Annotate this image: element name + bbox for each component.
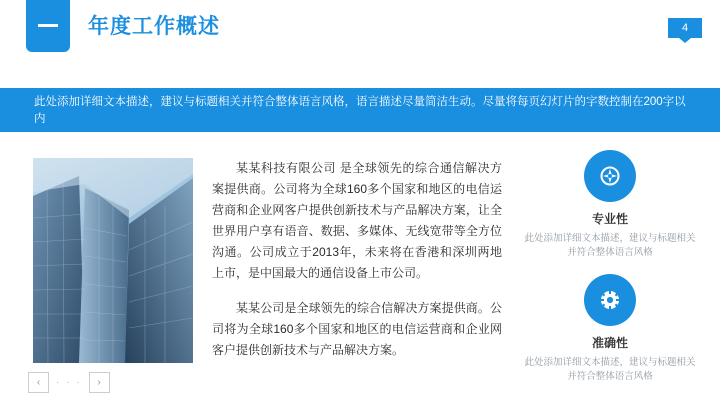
feature-list — [512, 150, 708, 398]
paragraph-2: 某某公司是全球领先的综合信解决方案提供商。公司将为全球160多个国家和地区的电信运营商和企业网客户提供创新技术与产品解决方案。 — [212, 301, 502, 357]
minus-icon — [26, 0, 70, 52]
feature-title: 专业性 — [591, 212, 628, 226]
paragraph-1: 某某科技有限公司 是全球领先的综合通信解决方案提供商。公司将为全球160多个国家和地区的电信运营商和企业网客户提供创新技术与产品解决方案，让全世界用户享有语音、数据、多媒体、无线宽带等全方位沟通。公司成立于2013年，未来将在香港和深圳两地上市，是中国最大的通信设备上市公司。 — [212, 161, 502, 280]
summary-banner: 此处添加详细文本描述，建议与标题相关并符合整体语言风格，语言描述尽量简洁生动。尽量将每页幻灯片的字数控制在200字以内 — [0, 88, 720, 132]
feature-title: 准确性 — [591, 336, 628, 350]
pager-next-button[interactable]: › — [89, 372, 110, 393]
pager — [28, 372, 110, 393]
feature-item-professional — [512, 150, 708, 260]
compass-icon — [584, 150, 636, 202]
city-photo — [33, 158, 193, 363]
page-number-badge: 4 — [668, 18, 702, 38]
pager-prev-button[interactable]: ‹ — [28, 372, 49, 393]
feature-desc: 此处添加详细文本描述，建议与标题相关并符合整体语言风格 — [524, 357, 696, 382]
page-title: 年度工作概述 — [88, 15, 220, 38]
feature-desc: 此处添加详细文本描述，建议与标题相关并符合整体语言风格 — [524, 233, 696, 258]
slide-header — [0, 0, 720, 62]
feature-item-accuracy — [512, 274, 708, 384]
body-text — [212, 158, 502, 375]
pager-dots: · · · — [56, 377, 82, 388]
slide-body — [0, 150, 720, 390]
gear-icon — [584, 274, 636, 326]
